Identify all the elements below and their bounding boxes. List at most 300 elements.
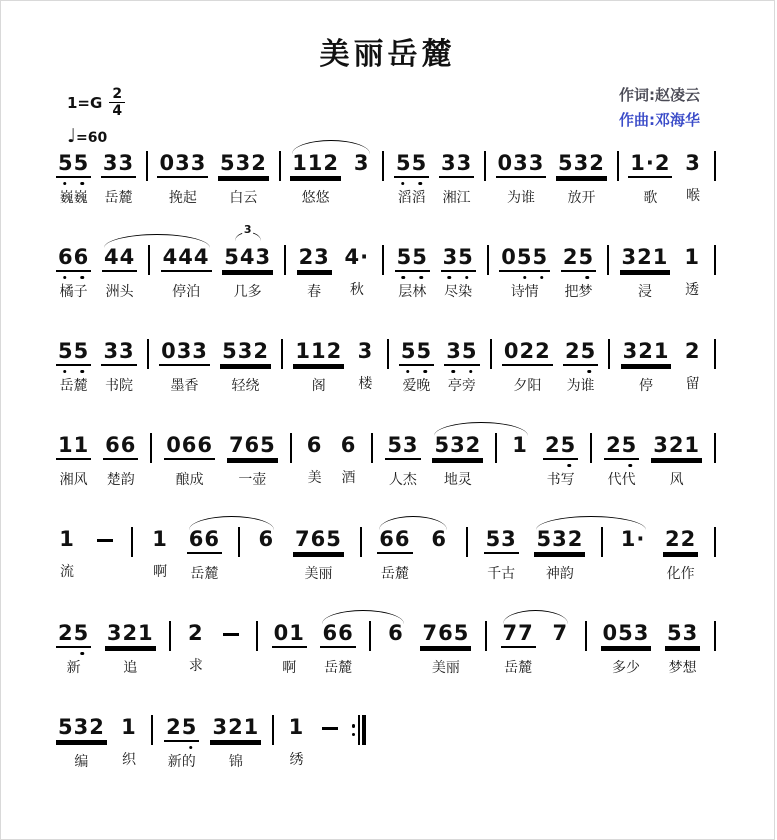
low-octave-dot [81,276,85,280]
note-numbers: 022 [502,339,553,366]
slur-arc [322,610,404,624]
note-numbers: 053 [601,621,652,648]
note-numbers: 6 [431,527,447,551]
note-cell [118,715,140,768]
note-numbers: 22 [663,527,698,554]
note-cell [285,715,307,768]
lyric: 春 [307,284,322,300]
lyric: 秋 [349,282,364,298]
barline [607,245,609,275]
barline [238,527,240,557]
note-cell [220,339,271,394]
note-numbers: 532 [534,527,585,554]
lyric: 代代 [607,472,636,488]
low-octave-dot [448,276,452,280]
note-cell [272,621,307,676]
barline [487,245,489,275]
low-octave-dot [419,182,423,186]
note-numbers: 055 [499,245,550,272]
repeat-thick-bar [362,715,366,745]
note-numbers: 25 [561,245,596,272]
lyric: 美丽 [431,660,460,676]
lyric: 追 [123,660,138,676]
lyric: 楼 [358,376,373,392]
note-numbers: 25 [604,433,639,460]
lyric: 楚韵 [106,472,135,488]
lyric: 绣 [289,752,304,768]
barline [150,433,152,463]
note-numbers: 1 [152,527,168,551]
note-numbers: 3 [353,151,370,175]
note-cell [385,433,420,488]
lyric: 化作 [666,566,695,582]
note-numbers: 55 [394,151,429,178]
note-numbers: 25 [563,339,598,366]
note-cell [420,621,471,676]
note-numbers: 25 [164,715,199,742]
lyric: 留 [685,376,700,392]
note-numbers: 2 [684,339,701,363]
score-line-2 [56,223,716,300]
note-cell [484,527,519,582]
slur-arc [536,516,646,530]
note-numbers: 1 [684,245,700,269]
lyric: 编 [74,754,89,770]
lyric: 歌 [643,190,658,206]
lyric: 爱晚 [402,378,431,394]
barline [146,151,148,181]
score-line-3 [56,339,716,394]
credit-composer: 作曲:邓海华 [619,111,700,129]
lyric: 岳麓 [324,660,353,676]
note-numbers: 321 [620,245,671,272]
lyric: 岳麓 [504,660,533,676]
barline [369,621,371,651]
note-cell [502,339,553,394]
low-octave-dot [81,370,85,374]
barline [151,715,153,745]
duration-dash [322,727,338,730]
note-numbers: 543 [222,245,273,272]
note-numbers: 321 [105,621,156,648]
note-cell [56,715,107,770]
note-numbers: 25 [56,621,91,648]
note-numbers: 1 [512,433,528,457]
lyric: 新 [66,660,81,676]
note-numbers: 321 [621,339,672,366]
lyric: 一壶 [238,472,267,488]
note-cell [682,339,704,392]
low-octave-dot [401,182,405,186]
repeat-thin-bar [358,715,360,745]
lyric: 白云 [229,190,258,206]
low-octave-dot [419,276,423,280]
note-numbers: 1·2 [628,151,672,178]
note-cell [501,621,536,676]
note-cell [543,433,578,488]
low-octave-dot [465,276,469,280]
low-octave-dot [424,370,428,374]
note-cell [164,715,199,770]
barline [714,245,716,275]
lyric: 织 [121,752,136,768]
barline [490,339,492,369]
note-cell [210,715,261,770]
barline [714,621,716,651]
note-numbers: 66 [56,245,91,272]
note-numbers: 11 [56,433,91,460]
lyric: 神韵 [545,566,574,582]
note-numbers: 55 [399,339,434,366]
lyric: 墨香 [170,378,199,394]
score-line-6 [56,621,716,676]
score-line-5 [56,527,716,582]
lyric: 尽染 [444,284,473,300]
slur-arc [434,422,528,436]
note-cell [439,151,474,206]
note-numbers: 6 [258,527,275,551]
low-octave-dot [568,464,572,468]
low-octave-dot [63,370,67,374]
note-cell [354,339,376,392]
lyric: 橘子 [59,284,88,300]
lyric: 流 [60,564,74,580]
note-cell [665,621,700,676]
note-numbers: 321 [651,433,702,460]
note-cell [619,527,648,580]
barline [382,151,384,181]
duration-dash [97,539,113,542]
lyric: 洲头 [105,284,134,300]
lyric: 夕阳 [513,378,542,394]
note-cell [161,245,212,300]
note-numbers: 66 [187,527,222,554]
score-line-1 [56,151,716,206]
barline [147,339,149,369]
barline [608,339,610,369]
note-numbers: 532 [218,151,269,178]
note-numbers: 066 [164,433,215,460]
note-numbers: 6 [388,621,404,645]
lyric: 停 [639,378,654,394]
barline [256,621,258,651]
note-cell [534,527,585,582]
note-cell [56,151,91,206]
credit-lyricist: 作词:赵凌云 [619,86,700,104]
lyric: 挽起 [168,190,197,206]
note-numbers: 53 [665,621,700,648]
note-numbers: 77 [501,621,536,648]
low-octave-dot [406,370,410,374]
note-cell [663,527,698,582]
note-cell [394,151,429,206]
note-numbers: 66 [103,433,138,460]
score-line-4 [56,433,716,488]
barline [585,621,587,651]
lyric: 岳麓 [59,378,88,394]
note-numbers: 532 [556,151,607,178]
low-octave-dot [189,746,193,750]
lyric: 停泊 [172,284,201,300]
dash-cell [94,527,116,542]
lyric: 梦想 [668,660,697,676]
note-numbers: 765 [420,621,471,648]
low-octave-dot [586,276,590,280]
note-cell [56,433,91,488]
lyric: 把梦 [564,284,593,300]
lyric: 锦 [228,754,243,770]
note-numbers: 532 [432,433,483,460]
low-octave-dot [588,370,592,374]
barline [290,433,292,463]
barline [601,527,603,557]
lyric: 千古 [487,566,516,582]
note-cell [320,621,355,676]
barline [279,151,281,181]
note-cell [561,245,596,300]
note-cell [102,245,137,300]
note-numbers: 23 [297,245,332,272]
dash-cell [319,715,341,730]
note-cell [509,433,531,486]
note-cell [682,151,704,204]
note-numbers: 112 [293,339,344,366]
duration-dash [223,633,239,636]
low-octave-dot [63,276,67,280]
slur-arc [189,516,274,530]
note-cell [444,339,479,394]
barline [466,527,468,557]
barline [714,527,716,557]
lyric: 岳麓 [190,566,219,582]
lyric: 巍巍 [59,190,88,206]
note-cell [620,245,671,300]
slur-arc [379,516,447,530]
note-cell [293,339,344,394]
note-numbers: 2 [188,621,204,645]
note-cell [651,433,702,488]
meter-numerator: 2 [109,87,125,103]
meter-denominator: 4 [112,103,123,119]
barline [484,151,486,181]
note-cell [293,527,344,582]
note-cell [56,527,78,580]
note-numbers: 765 [227,433,278,460]
note-cell [496,151,547,206]
note-cell [187,527,222,582]
note-numbers: 321 [210,715,261,742]
barline [371,433,373,463]
barline [148,245,150,275]
lyric: 新的 [167,754,196,770]
lyric: 湘风 [59,472,88,488]
note-cell [399,339,434,394]
barline [485,621,487,651]
note-cell [681,245,703,298]
note-numbers: 532 [220,339,271,366]
note-cell [105,621,156,676]
note-numbers: 25 [543,433,578,460]
lyric: 亭旁 [447,378,476,394]
note-numbers: 44 [102,245,137,272]
low-octave-dot [81,652,85,656]
low-octave-dot [451,370,455,374]
note-numbers: 35 [444,339,479,366]
barline [131,527,133,557]
note-cell [385,621,407,674]
note-numbers: 33 [439,151,474,178]
note-cell [338,433,360,486]
lyric: 悠悠 [301,190,330,206]
lyric: 美丽 [304,566,333,582]
note-numbers: 1 [59,527,75,551]
barline [169,621,171,651]
lyric: 轻绕 [231,378,260,394]
lyric: 为谁 [506,190,535,206]
low-octave-dot [402,276,406,280]
note-numbers: 6 [340,433,357,457]
note-cell [432,433,483,488]
repeat-sign [352,715,367,745]
note-cell [604,433,639,488]
barline [360,527,362,557]
barline [714,151,716,181]
key-signature [67,87,125,147]
lyric: 诗情 [510,284,539,300]
low-octave-dot [523,276,527,280]
note-numbers: 66 [377,527,412,554]
score-line-7 [56,715,366,770]
lyric: 为谁 [566,378,595,394]
note-numbers: 033 [157,151,208,178]
lyric: 地灵 [443,472,472,488]
lyric: 湘江 [442,190,471,206]
note-cell [149,527,171,580]
note-numbers: 1 [288,715,305,739]
barline [714,433,716,463]
note-numbers: 4· [344,245,370,269]
note-cell [428,527,450,580]
lyric: 岳麓 [104,190,133,206]
note-cell [157,151,208,206]
lyric: 岳麓 [380,566,409,582]
lyric: 喉 [686,188,701,204]
lyric: 美 [307,470,322,486]
credits [619,83,700,133]
note-numbers: 55 [56,151,91,178]
note-numbers: 33 [101,339,136,366]
slur-arc [104,234,210,248]
lyric: 透 [685,282,700,298]
lyric: 啊 [282,660,297,676]
note-cell [563,339,598,394]
note-numbers: 66 [320,621,355,648]
barline [714,339,716,369]
note-numbers: 53 [385,433,420,460]
note-cell [255,527,277,580]
low-octave-dot [469,370,473,374]
note-cell [628,151,672,206]
lyric: 浸 [637,284,652,300]
note-numbers: 6 [306,433,323,457]
note-numbers: 55 [56,339,91,366]
note-numbers: 444 [161,245,212,272]
note-cell [164,433,215,488]
note-cell [56,245,91,300]
barline [284,245,286,275]
note-cell [103,433,138,488]
note-cell [621,339,672,394]
repeat-dots [352,724,356,736]
note-numbers: 55 [395,245,430,272]
barline [495,433,497,463]
quarter-note-icon: ♩ [67,125,76,147]
lyric: 多少 [611,660,640,676]
score [1,147,774,839]
note-numbers: 3 [357,339,374,363]
note-cell [297,245,332,300]
note-cell [101,151,136,206]
time-signature [109,87,125,118]
lyric: 书写 [546,472,575,488]
note-cell [222,223,273,300]
note-cell [218,151,269,206]
note-numbers: 33 [101,151,136,178]
note-cell [601,621,652,676]
low-octave-dot [629,464,633,468]
lyric: 人杰 [388,472,417,488]
lyric: 酿成 [175,472,204,488]
barline [272,715,274,745]
note-cell [159,339,210,394]
note-cell [101,339,136,394]
barline [281,339,283,369]
dash-cell [220,621,242,636]
note-numbers: 01 [272,621,307,648]
triplet-mark: 3 [235,232,261,242]
barline [382,245,384,275]
note-cell [290,151,341,206]
barline [387,339,389,369]
note-cell [227,433,278,488]
low-octave-dot [81,182,85,186]
lyric: 阁 [311,378,326,394]
note-cell [56,621,91,676]
note-numbers: 3 [685,151,701,175]
key-label: 1=G [67,93,103,112]
lyric: 书院 [105,378,134,394]
note-cell [304,433,326,486]
note-cell [549,621,571,674]
note-cell [351,151,373,204]
lyric: 求 [188,658,203,674]
lyric: 几多 [233,284,262,300]
note-cell [377,527,412,582]
note-numbers: 532 [56,715,107,742]
header [1,1,774,147]
lyric: 啊 [153,564,168,580]
note-numbers: 033 [496,151,547,178]
lyric: 酒 [341,470,356,486]
note-cell [185,621,207,674]
lyric: 放开 [567,190,596,206]
low-octave-dot [63,182,67,186]
note-cell [556,151,607,206]
tempo-value: =60 [75,130,108,146]
note-cell [395,245,430,300]
note-numbers: 53 [484,527,519,554]
note-cell [441,245,476,300]
